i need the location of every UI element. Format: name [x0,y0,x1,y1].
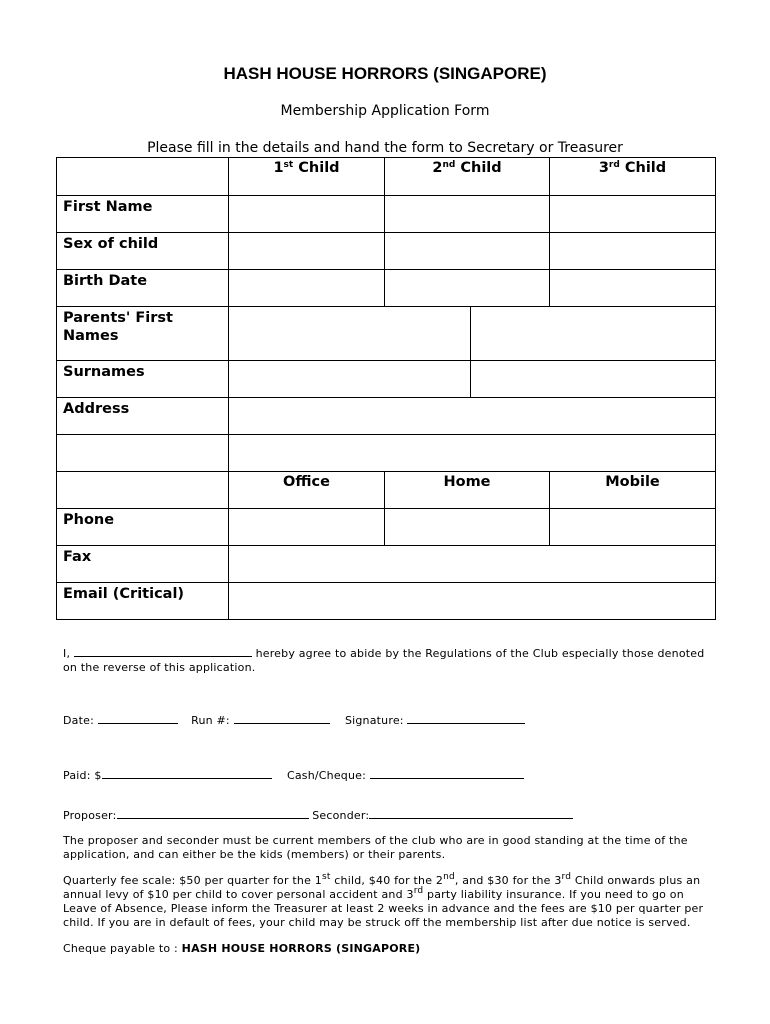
fax-field[interactable] [229,546,716,583]
phone-home-field[interactable] [385,509,550,546]
membership-table [56,157,716,620]
proposer-row [63,807,573,823]
header-home: Home [385,472,550,509]
header-blank-cell [57,158,229,196]
label-sex-of-child: Sex of child [57,233,229,270]
label-phone: Phone [57,509,229,546]
row-surnames [57,361,716,398]
fee-sup-3: rd [561,872,572,882]
fee-scale-note [63,874,713,930]
agreement-text: hereby agree to abide by the Regulations of the Club especially those denoted [255,647,705,660]
address-line-1-field[interactable] [229,398,716,435]
birth-date-child-2-field[interactable] [385,270,550,307]
child-2-num: 2 [432,160,443,176]
seconder-label: Seconder: [312,809,370,822]
fee-sup-4: rd [413,886,424,896]
seconder-line[interactable] [369,807,573,819]
fee-text-a: Quarterly fee scale: $50 per quarter for the 1 [63,874,322,887]
paid-row [63,767,524,783]
label-surnames: Surnames [57,361,229,398]
proposer-label: Proposer: [63,809,117,822]
child-2-sup: nd [442,160,456,170]
sex-child-1-field[interactable] [229,233,385,270]
header-row [57,158,716,196]
cheque-payee: HASH HOUSE HORRORS (SINGAPORE) [181,942,421,955]
parent-1-surname-field[interactable] [229,361,471,398]
child-3-label: Child [624,160,667,176]
child-1-label: Child [298,160,340,176]
fee-sup-2: nd [443,872,455,882]
sex-child-3-field[interactable] [550,233,716,270]
phone-office-field[interactable] [229,509,385,546]
sex-child-2-field[interactable] [385,233,550,270]
proposer-note: The proposer and seconder must be current members of the club who are in good standing at the time of the application, and can either be the kids (members) or their parents. [63,834,688,861]
parent-1-first-name-field[interactable] [229,307,471,361]
parent-2-first-name-field[interactable] [471,307,716,361]
cheque-payable [63,942,420,956]
birth-date-child-3-field[interactable] [550,270,716,307]
first-name-child-3-field[interactable] [550,196,716,233]
agreement-text-2: on the reverse of this application. [63,661,256,674]
label-parents-first-names: Parents' First Names [57,307,229,361]
child-2-label: Child [460,160,502,176]
label-fax: Fax [57,546,229,583]
cash-cheque-line[interactable] [370,767,524,779]
run-line[interactable] [234,712,330,724]
first-name-child-2-field[interactable] [385,196,550,233]
agreement-statement [63,645,723,675]
fee-text-c: , and $30 for the 3 [454,874,562,887]
phone-mobile-field[interactable] [550,509,716,546]
child-3-sup: rd [608,160,620,170]
form-instruction: Please fill in the details and hand the form to Secretary or Treasurer [147,140,623,156]
address-line-2-field[interactable] [229,435,716,472]
email-field[interactable] [229,583,716,620]
row-phone [57,509,716,546]
cash-cheque-label: Cash/Cheque: [286,769,367,782]
label-birth-date: Birth Date [57,270,229,307]
date-label: Date: [63,714,94,727]
header-office: Office [229,472,385,509]
row-phone-headers [57,472,716,509]
form-title: HASH HOUSE HORRORS (SINGAPORE) [223,64,547,83]
agreement-name-line[interactable] [74,645,252,657]
first-name-child-1-field[interactable] [229,196,385,233]
signature-label: Signature: [344,714,404,727]
row-birth-date [57,270,716,307]
birth-date-child-1-field[interactable] [229,270,385,307]
paid-line[interactable] [102,767,272,779]
cheque-label: Cheque payable to : [63,942,182,955]
paid-label: Paid: $ [63,769,102,782]
row-fax [57,546,716,583]
run-label: Run #: [191,714,230,727]
phone-header-blank [57,472,229,509]
row-email [57,583,716,620]
form-subtitle: Membership Application Form [280,103,490,119]
row-address [57,398,716,435]
date-run-signature-row [63,712,525,728]
child-1-num: 1 [273,160,284,176]
label-address: Address [57,398,229,435]
child-3-num: 3 [598,160,609,176]
fee-text-d: Child onwards plus an annual levy of $10 per child to cover personal accident and 3 [63,874,701,901]
header-child-3 [550,158,716,196]
fee-text-e: party liability insurance. If you need to go on Leave of Absence, Please inform the Treasurer at least 2 weeks in advance and the fees are $10 per quarter per child. If you are in default of fees, your child may be struck off the membership list after due notice is served. [63,888,704,929]
fee-text-b: child, $40 for the 2 [330,874,444,887]
child-1-sup: st [283,160,294,170]
header-child-2 [385,158,550,196]
date-line[interactable] [98,712,178,724]
header-child-1 [229,158,385,196]
row-address-2 [57,435,716,472]
address-blank-label [57,435,229,472]
row-sex [57,233,716,270]
header-mobile: Mobile [550,472,716,509]
label-email: Email (Critical) [57,583,229,620]
fee-sup-1: st [321,872,331,882]
label-first-name: First Name [57,196,229,233]
row-first-name [57,196,716,233]
row-parents-first-names [57,307,716,361]
signature-line[interactable] [407,712,525,724]
proposer-line[interactable] [117,807,309,819]
parent-2-surname-field[interactable] [471,361,716,398]
agreement-prefix: I, [63,647,71,660]
